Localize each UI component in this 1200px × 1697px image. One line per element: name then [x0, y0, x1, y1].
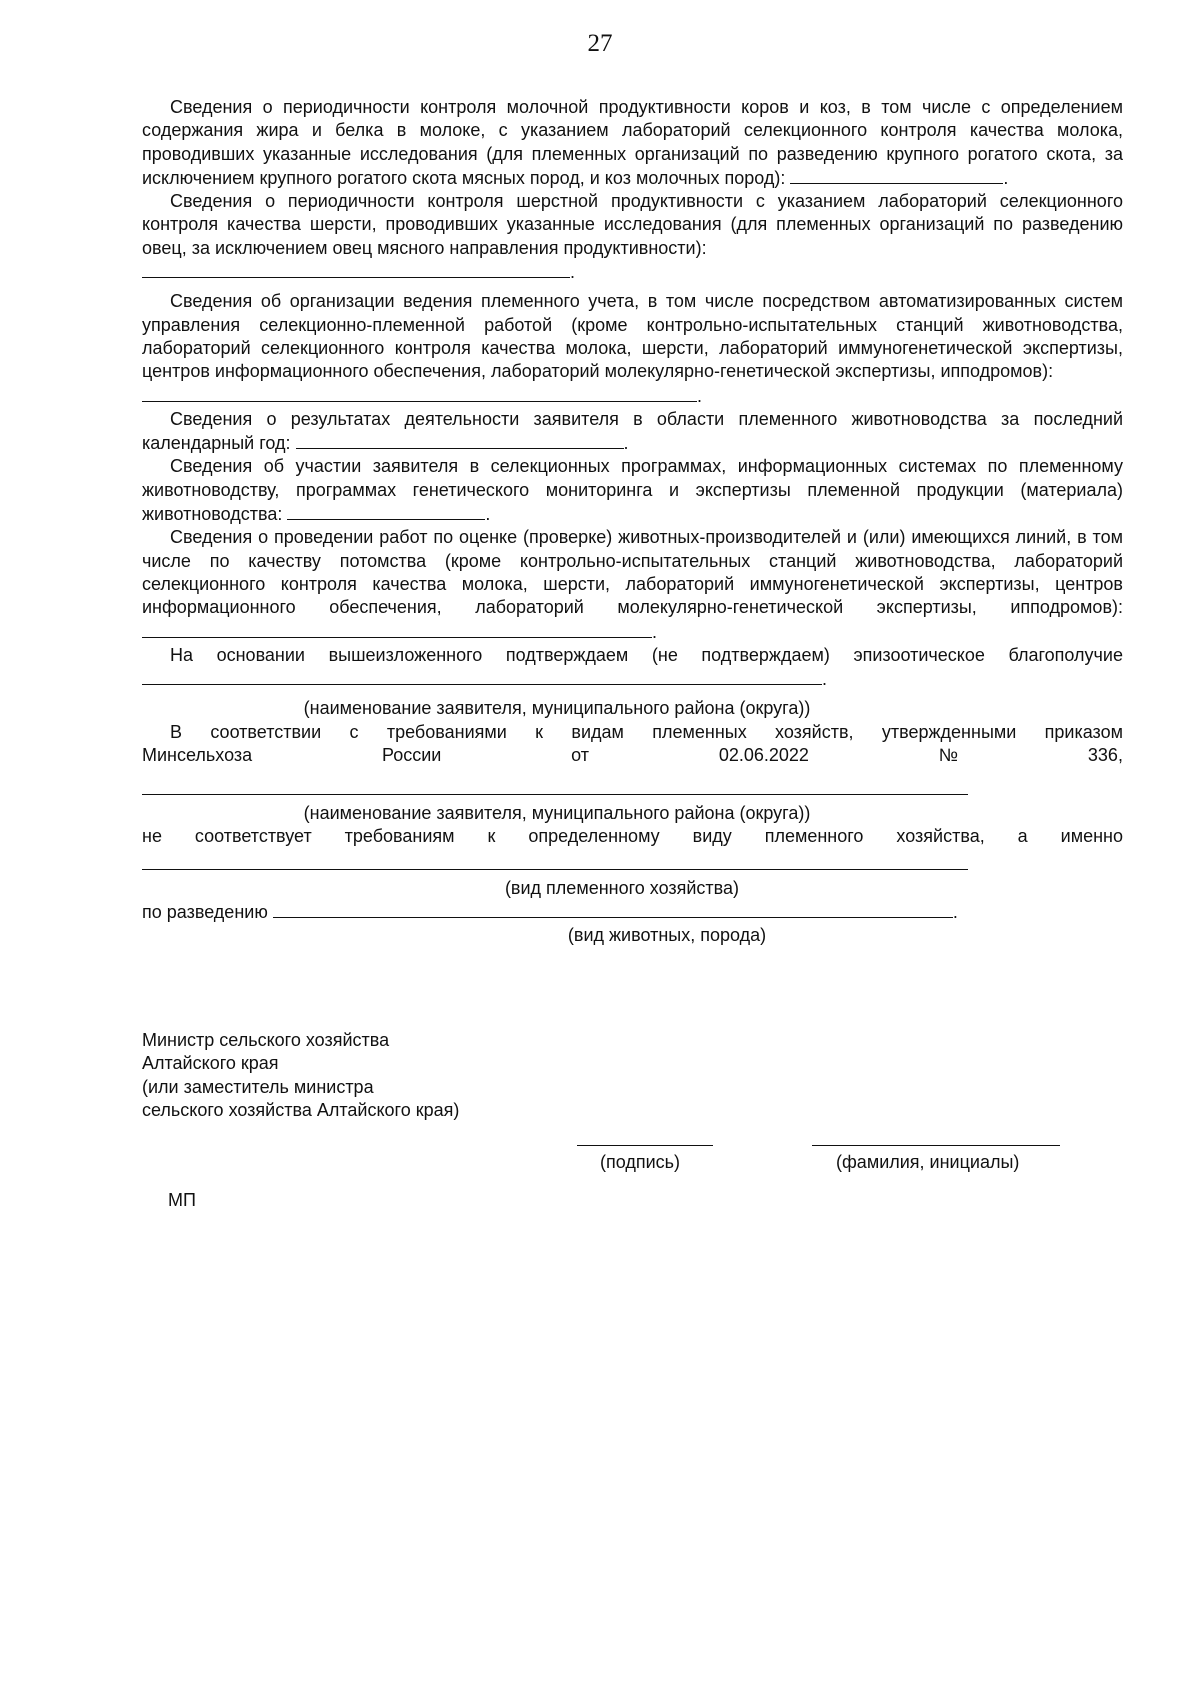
blank-line-row	[142, 852, 1123, 876]
stamp-place-label: МП	[168, 1190, 196, 1210]
blank-line[interactable]	[273, 900, 953, 918]
paragraph-breeding-accounting: Сведения об организации ведения племенного учета, в том числе посредством автоматизированных систем управления селекционно-племенной работой (кроме контрольно-испытательных станций животноводства, лабораторий селекционного контроля качества молока, шерсти, лабораторий иммуногенетической экспертизы, центров информационного обеспечения, лабораторий молекулярно-генетической экспертизы, ипподромов):	[142, 291, 1123, 382]
blank-line[interactable]	[296, 431, 624, 449]
blank-line[interactable]	[142, 852, 968, 870]
name-caption: (фамилия, инициалы)	[836, 1152, 1020, 1172]
caption-applicant: (наименование заявителя, муниципального района (округа))	[303, 698, 811, 719]
signatory-block: Министр сельского хозяйства Алтайского края (или заместитель министра сельского хозяйства Алтайского края)	[142, 1030, 460, 1120]
compliance-statement: не соответствует требованиям к определенному виду племенного хозяйства, а именно	[142, 825, 1123, 846]
paragraph-program-participation: Сведения об участии заявителя в селекционных программах, информационных системах по племенному животноводству, программах генетического мониторинга и экспертизы племенной продукции (материала) животноводства: .	[142, 456, 1123, 525]
breeding-row: по разведению .	[142, 901, 958, 922]
blank-line[interactable]	[142, 384, 697, 402]
order-reference-line: В соответствии с требованиями к видам племенных хозяйств, утвержденными приказом	[170, 721, 1123, 742]
paragraph-epizootic-confirm: На основании вышеизложенного подтверждаем (не подтверждаем) эпизоотическое благополучие	[170, 644, 1123, 665]
blank-line[interactable]	[142, 260, 570, 278]
blank-line[interactable]	[142, 620, 652, 638]
paragraph-sire-evaluation: Сведения о проведении работ по оценке (проверке) животных-производителей и (или) имеющихся линий, в том числе по качеству потомства (кроме контрольно-испытательных станций животноводства, лабораторий селекционного контроля качества молока, шерсти, лабораторий иммуногенетической экспертизы, центров информационного обеспечения, лабораторий молекулярно-генетической экспертизы, ипподромов): .	[142, 527, 1123, 642]
blank-line[interactable]	[142, 667, 822, 685]
caption-animals: (вид животных, порода)	[567, 925, 767, 946]
page-number: 27	[587, 30, 613, 57]
caption-applicant: (наименование заявителя, муниципального района (округа))	[303, 802, 811, 823]
document-body	[142, 96, 1123, 947]
blank-line-row	[142, 777, 1123, 801]
blank-line-row: .	[142, 667, 1123, 691]
blank-line[interactable]	[287, 502, 485, 520]
paragraph-activity-results: Сведения о результатах деятельности заявителя в области племенного животноводства за последний календарный год: .	[142, 408, 1123, 454]
signature-caption: (подпись)	[600, 1152, 681, 1172]
blank-line[interactable]	[142, 777, 968, 795]
order-reference-details: Минсельхоза России от 02.06.2022 № 336,	[142, 745, 1123, 766]
blank-line-row: .	[142, 260, 1123, 284]
blank-line-row: .	[142, 384, 1123, 408]
paragraph-wool-productivity: Сведения о периодичности контроля шерстной продуктивности с указанием лабораторий селекционного контроля качества шерсти, проводивших указанные исследования (для племенных организаций по разведению овец, за исключением овец мясного направления продуктивности):	[142, 191, 1123, 258]
signature-line[interactable]	[577, 1145, 713, 1146]
name-line[interactable]	[812, 1145, 1060, 1146]
blank-line[interactable]	[790, 166, 1003, 184]
caption-farm-type: (вид племенного хозяйства)	[504, 877, 740, 898]
paragraph-milk-productivity: Сведения о периодичности контроля молочной продуктивности коров и коз, в том числе с определением содержания жира и белка в молоке, с указанием лабораторий селекционного контроля качества молока, проводивших указанные исследования (для племенных организаций по разведению крупного рогатого скота, за исключением крупного рогатого скота мясных пород, и коз молочных пород): .	[142, 97, 1123, 188]
